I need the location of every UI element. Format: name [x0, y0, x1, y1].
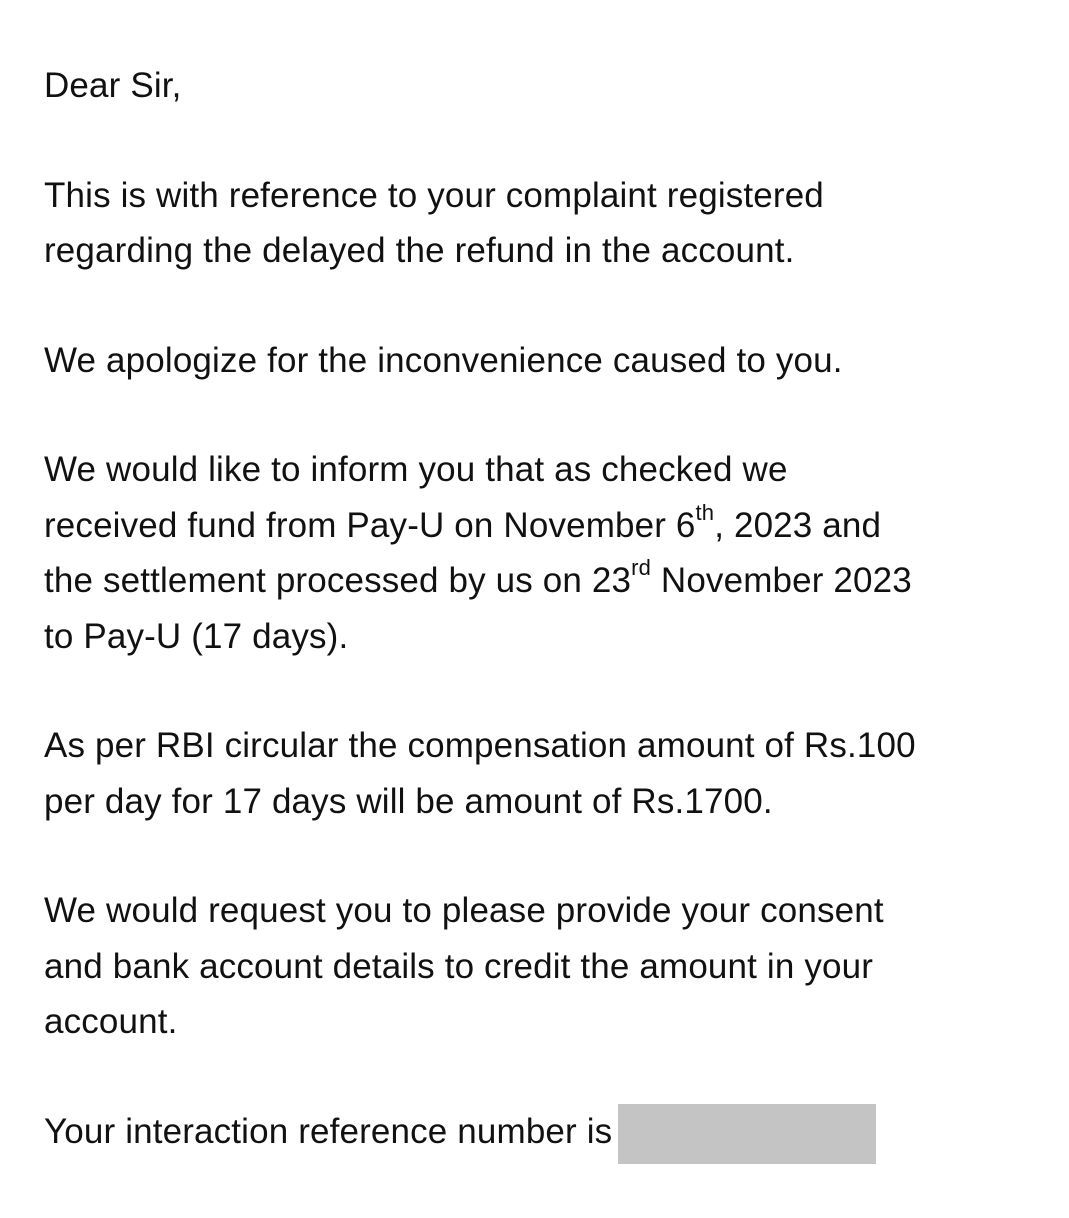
paragraph-complaint-reference [44, 168, 1044, 279]
paragraph-line: to Pay-U (17 days). [44, 616, 349, 656]
paragraph-line: We would like to inform you that as checked we [44, 450, 788, 489]
paragraph-apology [44, 333, 1044, 389]
ordinal-suffix: rd [631, 555, 652, 581]
line-text: the settlement processed by us on 23 [44, 561, 632, 600]
salutation-text: Dear Sir, [44, 66, 182, 105]
paragraph-line [44, 498, 1044, 554]
paragraph-compensation [44, 718, 1044, 829]
redacted-reference-number [618, 1104, 876, 1164]
paragraph-line: account. [44, 1002, 178, 1041]
paragraph-settlement-details [44, 442, 1044, 664]
paragraph-line: We would request you to please provide your consent [44, 891, 884, 930]
paragraph-line [44, 553, 1044, 609]
ordinal-suffix: th [695, 499, 715, 525]
paragraph-line: and bank account details to credit the amount in your [44, 946, 874, 986]
line-text: Your interaction reference number is [44, 1111, 613, 1151]
line-text: , 2023 and [714, 505, 882, 545]
line-text: November 2023 [651, 561, 912, 600]
line-text: received fund from Pay-U on November 6 [44, 505, 696, 545]
paragraph-line: regarding the delayed the refund in the account. [44, 231, 795, 270]
paragraph-line: per day for 17 days will be amount of Rs.1700. [44, 781, 773, 821]
paragraph-reference-number [44, 1104, 1044, 1164]
paragraph-line [44, 1104, 1044, 1164]
salutation [44, 58, 1044, 114]
paragraph-consent-request [44, 883, 1044, 1050]
paragraph-line: We apologize for the inconvenience caused to you. [44, 340, 843, 380]
paragraph-line: As per RBI circular the compensation amount of Rs.100 [44, 726, 916, 765]
paragraph-line: This is with reference to your complaint registered [44, 175, 824, 215]
letter-body [44, 58, 1044, 1218]
